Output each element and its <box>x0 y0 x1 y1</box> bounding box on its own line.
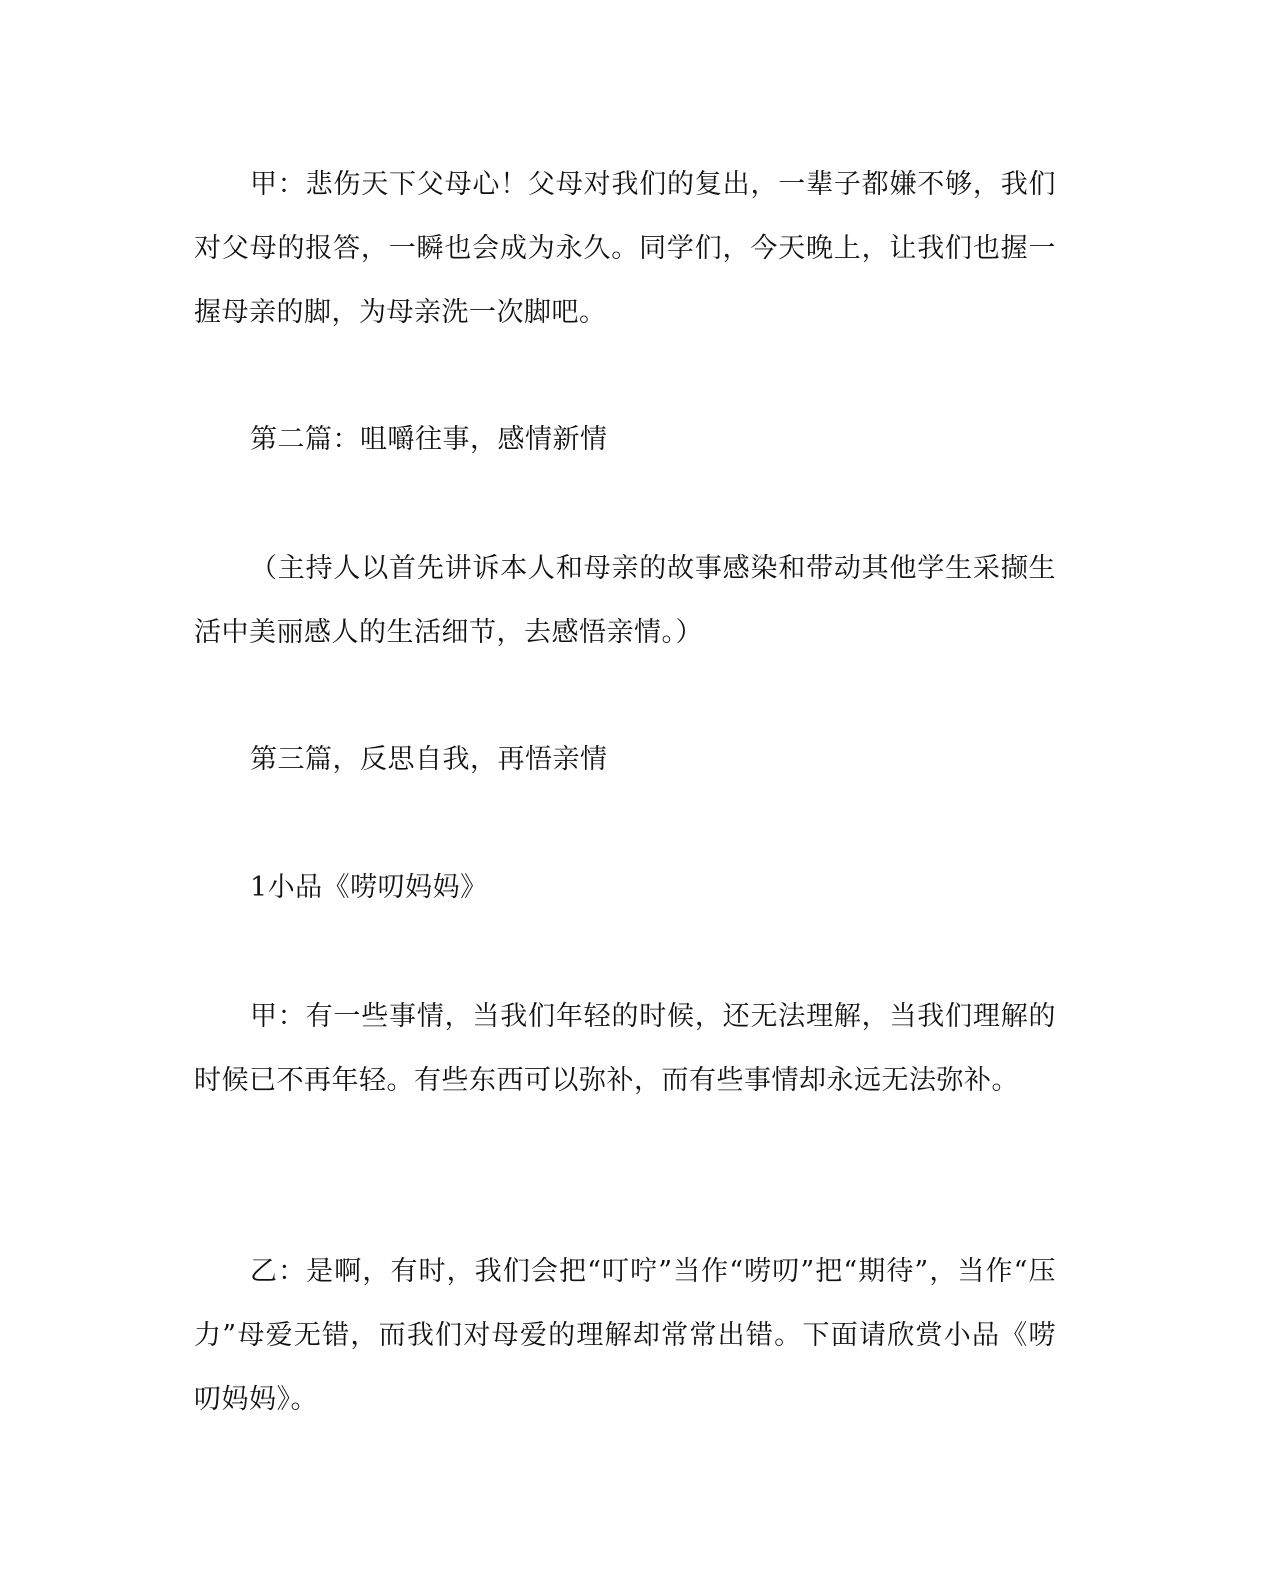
item-skit-title: 1小品《唠叨妈妈》 <box>250 872 488 903</box>
paragraph-jia-parents-heart: 甲：悲伤天下父母心！父母对我们的复出，一辈子都嫌不够，我们对父母的报答，一瞬也会成为永久。同学们，今天晚上，让我们也握一握母亲的脚，为母亲洗一次脚吧。 <box>194 169 1056 328</box>
paragraph-host-story-note: （主持人以首先讲诉本人和母亲的故事感染和带动其他学生采撷生活中美丽感人的生活细节，去感悟亲情。） <box>194 553 1056 648</box>
paragraph-yi-skit-intro: 乙：是啊，有时，我们会把“叮咛”当作“唠叨”把“期待”，当作“压力”母爱无错，而我们对母爱的理解却常常出错。下面请欣赏小品《唠叨妈妈》。 <box>194 1256 1056 1415</box>
paragraph-jia-understanding: 甲：有一些事情，当我们年轻的时候，还无法理解，当我们理解的时候已不再年轻。有些东西可以弥补，而有些事情却永远无法弥补。 <box>194 1001 1056 1096</box>
section-heading-part-two: 第二篇：咀嚼往事，感情新情 <box>250 424 608 455</box>
section-heading-part-three: 第三篇，反思自我，再悟亲情 <box>250 744 608 775</box>
